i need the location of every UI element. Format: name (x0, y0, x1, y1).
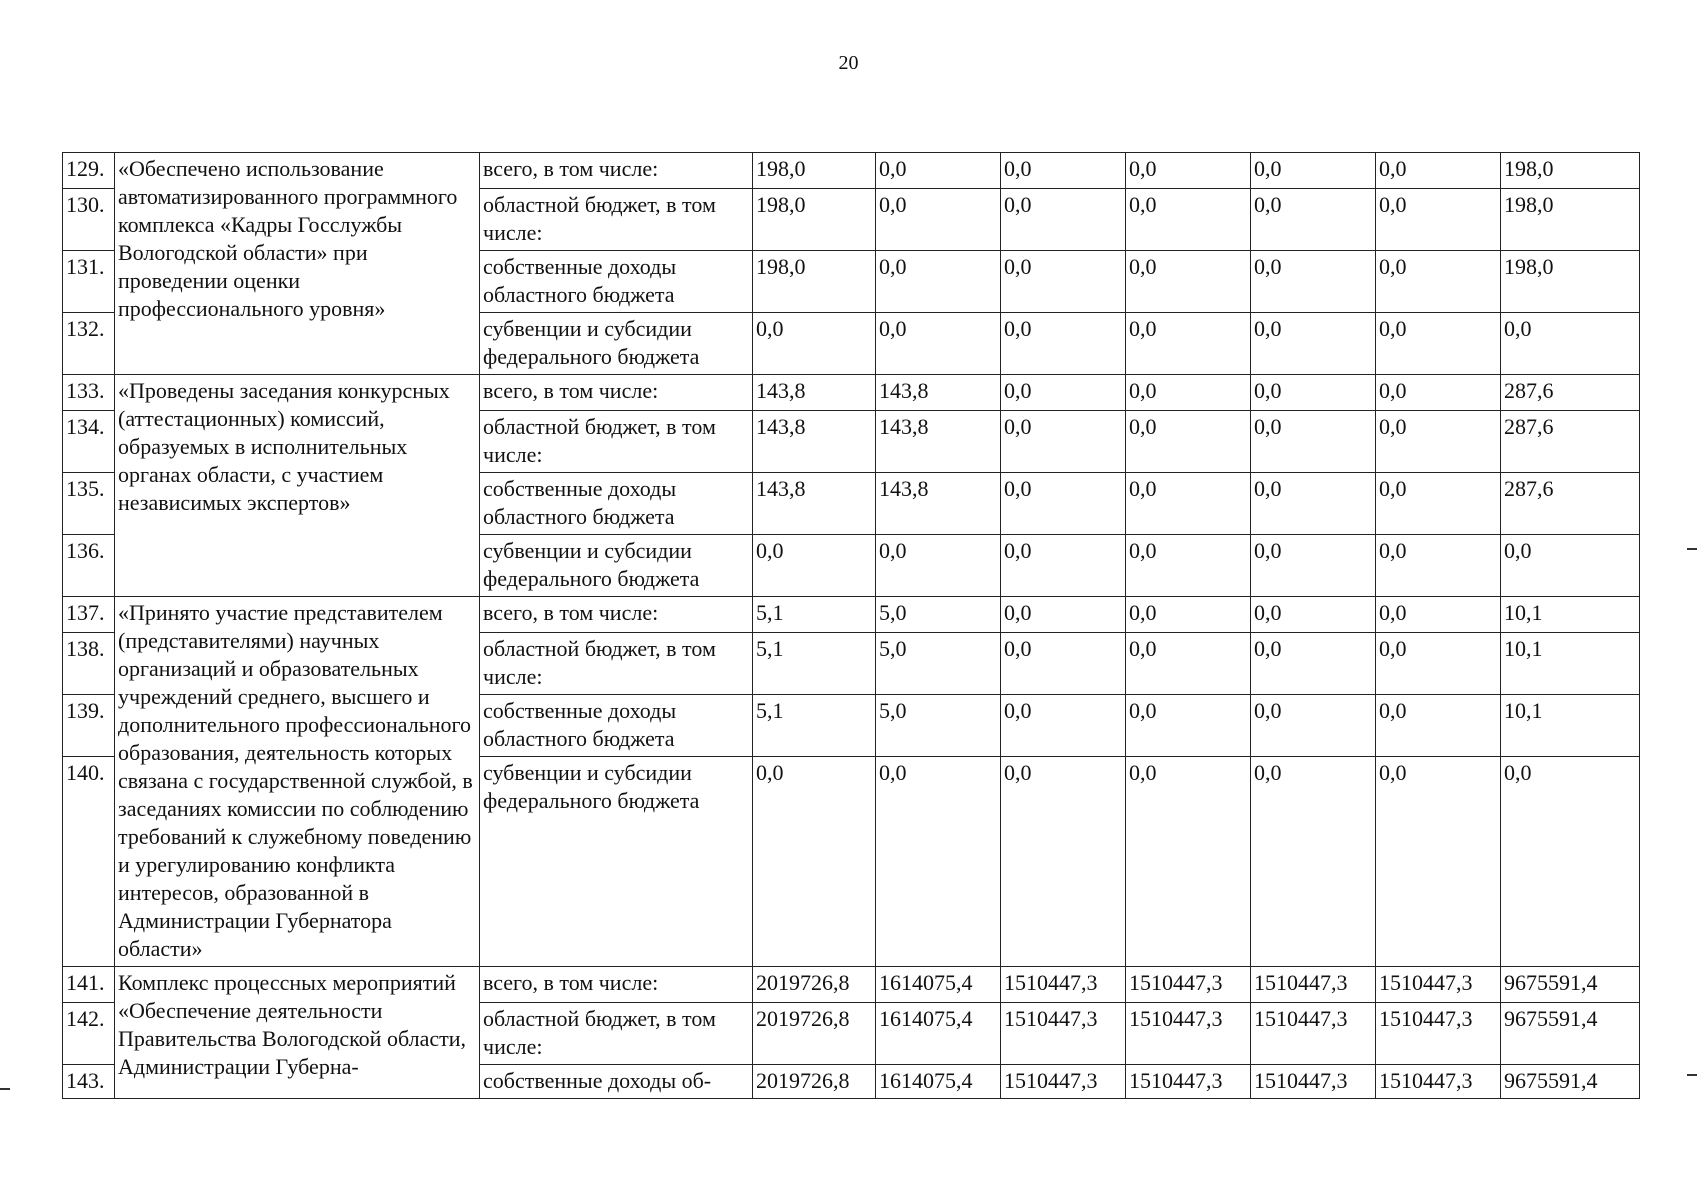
amount-cell: 9675591,4 (1501, 1065, 1640, 1099)
funding-source: собственные доходы областного бюджета (480, 695, 753, 757)
amount-cell: 0,0 (1126, 597, 1251, 633)
funding-source: собственные доходы об- (480, 1065, 753, 1099)
amount-cell: 0,0 (1126, 535, 1251, 597)
amount-cell: 143,8 (876, 411, 1001, 473)
amount-cell: 0,0 (1126, 695, 1251, 757)
amount-cell: 0,0 (1251, 313, 1376, 375)
amount-cell: 1510447,3 (1001, 1003, 1126, 1065)
row-number: 135. (63, 473, 115, 535)
table-row (63, 597, 1640, 633)
amount-cell: 5,0 (876, 633, 1001, 695)
amount-cell: 0,0 (753, 757, 876, 967)
amount-cell: 0,0 (1001, 695, 1126, 757)
row-number: 140. (63, 757, 115, 967)
funding-source: всего, в том числе: (480, 967, 753, 1003)
funding-source: областной бюджет, в том числе: (480, 1003, 753, 1065)
amount-cell: 0,0 (1001, 153, 1126, 189)
amount-cell: 0,0 (1376, 633, 1501, 695)
amount-cell: 0,0 (1376, 375, 1501, 411)
amount-cell: 1510447,3 (1251, 967, 1376, 1003)
amount-cell: 0,0 (1126, 757, 1251, 967)
amount-cell: 0,0 (1251, 473, 1376, 535)
amount-cell: 0,0 (1126, 473, 1251, 535)
activity-description: «Принято участие представителем (представителями) научных организаций и образовательных учреждений среднего, высшего и дополнительного профессионального образования, деятельность которых связана с государственной службой, в заседаниях комиссии по соблюдению требований к служебному поведению и урегулированию конфликта интересов, образованной в Администрации Губернатора области» (115, 597, 480, 967)
amount-cell: 143,8 (753, 375, 876, 411)
amount-cell: 0,0 (1376, 153, 1501, 189)
amount-cell: 0,0 (1001, 411, 1126, 473)
amount-cell: 0,0 (1251, 597, 1376, 633)
amount-cell: 0,0 (1001, 633, 1126, 695)
amount-cell: 0,0 (1126, 251, 1251, 313)
amount-cell: 0,0 (1376, 597, 1501, 633)
funding-source: областной бюджет, в том числе: (480, 411, 753, 473)
amount-cell: 287,6 (1501, 473, 1640, 535)
activity-description: «Проведены заседания конкурсных (аттестационных) комиссий, образуемых в исполнительных органах области, с участием независимых экспертов» (115, 375, 480, 597)
amount-cell: 0,0 (1376, 313, 1501, 375)
funding-source: собственные доходы областного бюджета (480, 473, 753, 535)
amount-cell: 198,0 (753, 153, 876, 189)
amount-cell: 9675591,4 (1501, 1003, 1640, 1065)
amount-cell: 1510447,3 (1251, 1003, 1376, 1065)
activity-description: «Обеспечено использование автоматизированного программного комплекса «Кадры Госслужбы Вологодской области» при проведении оценки профессионального уровня» (115, 153, 480, 375)
amount-cell: 0,0 (1251, 633, 1376, 695)
funding-source: субвенции и субсидии федерального бюджета (480, 757, 753, 967)
amount-cell: 0,0 (1376, 189, 1501, 251)
amount-cell: 2019726,8 (753, 1065, 876, 1099)
row-number: 139. (63, 695, 115, 757)
amount-cell: 1510447,3 (1001, 1065, 1126, 1099)
amount-cell: 0,0 (876, 535, 1001, 597)
amount-cell: 0,0 (1001, 189, 1126, 251)
amount-cell: 143,8 (876, 473, 1001, 535)
amount-cell: 0,0 (1251, 189, 1376, 251)
amount-cell: 9675591,4 (1501, 967, 1640, 1003)
amount-cell: 0,0 (1126, 633, 1251, 695)
row-number: 133. (63, 375, 115, 411)
amount-cell: 0,0 (876, 153, 1001, 189)
margin-mark-right-upper (1687, 548, 1697, 550)
row-number: 142. (63, 1003, 115, 1065)
amount-cell: 0,0 (1376, 535, 1501, 597)
amount-cell: 1614075,4 (876, 1065, 1001, 1099)
amount-cell: 0,0 (753, 535, 876, 597)
amount-cell: 0,0 (1001, 375, 1126, 411)
table-row (63, 967, 1640, 1003)
row-number: 130. (63, 189, 115, 251)
table-row (63, 375, 1640, 411)
row-number: 137. (63, 597, 115, 633)
amount-cell: 0,0 (1251, 375, 1376, 411)
amount-cell: 0,0 (1376, 411, 1501, 473)
amount-cell: 198,0 (1501, 153, 1640, 189)
amount-cell: 0,0 (1376, 695, 1501, 757)
amount-cell: 2019726,8 (753, 1003, 876, 1065)
amount-cell: 0,0 (1001, 473, 1126, 535)
amount-cell: 0,0 (1251, 411, 1376, 473)
amount-cell: 0,0 (1001, 535, 1126, 597)
amount-cell: 0,0 (1001, 757, 1126, 967)
amount-cell: 5,1 (753, 597, 876, 633)
amount-cell: 0,0 (1126, 313, 1251, 375)
amount-cell: 1510447,3 (1251, 1065, 1376, 1099)
funding-source: субвенции и субсидии федерального бюджета (480, 535, 753, 597)
amount-cell: 10,1 (1501, 633, 1640, 695)
row-number: 132. (63, 313, 115, 375)
amount-cell: 0,0 (1251, 695, 1376, 757)
funding-source: всего, в том числе: (480, 153, 753, 189)
amount-cell: 0,0 (1001, 597, 1126, 633)
amount-cell: 10,1 (1501, 695, 1640, 757)
amount-cell: 1510447,3 (1126, 1003, 1251, 1065)
funding-source: собственные доходы областного бюджета (480, 251, 753, 313)
amount-cell: 1614075,4 (876, 1003, 1001, 1065)
amount-cell: 5,1 (753, 695, 876, 757)
funding-source: всего, в том числе: (480, 597, 753, 633)
amount-cell: 1510447,3 (1001, 967, 1126, 1003)
row-number: 138. (63, 633, 115, 695)
table-row (63, 153, 1640, 189)
amount-cell: 5,0 (876, 597, 1001, 633)
amount-cell: 5,0 (876, 695, 1001, 757)
amount-cell: 0,0 (1126, 189, 1251, 251)
amount-cell: 0,0 (1126, 153, 1251, 189)
amount-cell: 0,0 (1376, 757, 1501, 967)
amount-cell: 1510447,3 (1376, 1003, 1501, 1065)
amount-cell: 0,0 (1251, 535, 1376, 597)
amount-cell: 0,0 (1001, 313, 1126, 375)
amount-cell: 0,0 (876, 313, 1001, 375)
amount-cell: 2019726,8 (753, 967, 876, 1003)
amount-cell: 198,0 (1501, 189, 1640, 251)
amount-cell: 287,6 (1501, 375, 1640, 411)
funding-source: областной бюджет, в том числе: (480, 633, 753, 695)
amount-cell: 1510447,3 (1376, 1065, 1501, 1099)
amount-cell: 0,0 (876, 251, 1001, 313)
amount-cell: 143,8 (753, 411, 876, 473)
amount-cell: 1510447,3 (1376, 967, 1501, 1003)
amount-cell: 0,0 (1126, 375, 1251, 411)
amount-cell: 1614075,4 (876, 967, 1001, 1003)
amount-cell: 1510447,3 (1126, 967, 1251, 1003)
amount-cell: 198,0 (753, 189, 876, 251)
funding-source: областной бюджет, в том числе: (480, 189, 753, 251)
amount-cell: 1510447,3 (1126, 1065, 1251, 1099)
amount-cell: 198,0 (753, 251, 876, 313)
row-number: 129. (63, 153, 115, 189)
amount-cell: 0,0 (1501, 313, 1640, 375)
amount-cell: 0,0 (1251, 153, 1376, 189)
row-number: 143. (63, 1065, 115, 1099)
amount-cell: 0,0 (1376, 473, 1501, 535)
amount-cell: 0,0 (1501, 535, 1640, 597)
row-number: 141. (63, 967, 115, 1003)
margin-mark-right (1687, 1074, 1697, 1076)
amount-cell: 0,0 (1251, 757, 1376, 967)
margin-mark-left (0, 1088, 10, 1090)
amount-cell: 0,0 (876, 757, 1001, 967)
amount-cell: 0,0 (1501, 757, 1640, 967)
amount-cell: 0,0 (753, 313, 876, 375)
amount-cell: 0,0 (1251, 251, 1376, 313)
amount-cell: 198,0 (1501, 251, 1640, 313)
funding-source: субвенции и субсидии федерального бюджета (480, 313, 753, 375)
amount-cell: 0,0 (1376, 251, 1501, 313)
row-number: 134. (63, 411, 115, 473)
amount-cell: 143,8 (753, 473, 876, 535)
funding-source: всего, в том числе: (480, 375, 753, 411)
budget-table-body (63, 153, 1640, 1099)
activity-description: Комплекс процессных мероприятий «Обеспечение деятельности Правительства Вологодской области, Администрации Губерна- (115, 967, 480, 1099)
row-number: 131. (63, 251, 115, 313)
amount-cell: 0,0 (1001, 251, 1126, 313)
amount-cell: 10,1 (1501, 597, 1640, 633)
amount-cell: 287,6 (1501, 411, 1640, 473)
amount-cell: 0,0 (1126, 411, 1251, 473)
row-number: 136. (63, 535, 115, 597)
amount-cell: 0,0 (876, 189, 1001, 251)
amount-cell: 143,8 (876, 375, 1001, 411)
page-number: 20 (838, 52, 859, 74)
amount-cell: 5,1 (753, 633, 876, 695)
budget-table (62, 152, 1640, 1099)
